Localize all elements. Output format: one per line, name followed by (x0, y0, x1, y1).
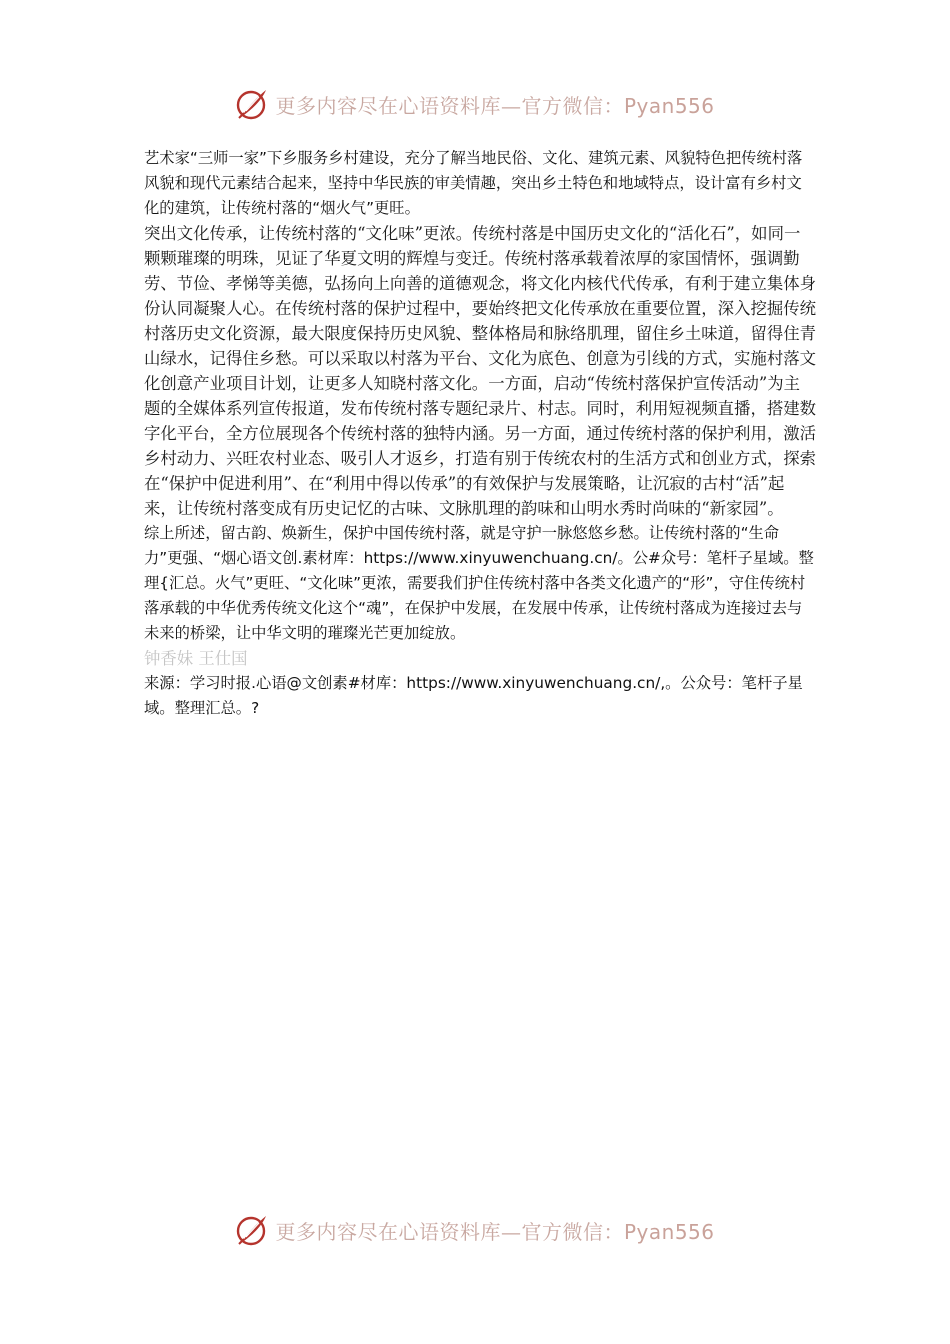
footer-banner-label: 更多内容尽在心语资料库—官方微信： (275, 1219, 624, 1244)
source-line: 来源：学习时报.心语@文创素#材库：https://www.xinyuwenchuang.cn/,。公众号：笔杆子星域。整理汇总。? (144, 674, 803, 717)
header-wechat-id: Pyan556 (623, 93, 715, 118)
paragraph-1: 艺术家“三师一家”下乡服务乡村建设，充分了解当地民俗、文化、建筑元素、风貌特色把传统村落风貌和现代元素结合起来，坚持中华民族的审美情趣，突出乡土特色和地域特点，设计富有乡村文化的建筑，让传统村落的“烟火气”更旺。 (144, 149, 803, 217)
header-banner-label: 更多内容尽在心语资料库—官方微信： (275, 93, 624, 118)
quill-pen-logo-icon (235, 1213, 269, 1247)
paragraph-3: 综上所述，留古韵、焕新生，保护中国传统村落，就是守护一脉悠悠乡愁。让传统村落的“生命力”更强、“烟心语文创.素材库：https://www.xinyuwenchuang.cn/。公#众号：笔杆子星域。整理{汇总。火气”更旺、“文化味”更浓，需要我们护住传统村落中各类文化遗产的“形”，守住传统村落承载的中华优秀传统文化这个“魂”，在保护中发展，在发展中传承，让传统村落成为连接过去与未来的桥梁，让中华文明的璀璨光芒更加绽放。 (144, 524, 814, 642)
header-banner-text (275, 90, 714, 119)
header-watermark-banner (0, 82, 950, 126)
footer-wechat-id: Pyan556 (623, 1219, 715, 1244)
paragraph-2: 突出文化传承，让传统村落的“文化味”更浓。传统村落是中国历史文化的“活化石”，如同一颗颗璀璨的明珠，见证了华夏文明的辉煌与变迁。传统村落承载着浓厚的家国情怀，强调勤劳、节俭、孝悌等美德，弘扬向上向善的道德观念，将文化内核代代传承，有利于建立集体身份认同凝聚人心。在传统村落的保护过程中，要始终把文化传承放在重要位置，深入挖掘传统村落历史文化资源，最大限度保持历史风貌、整体格局和脉络肌理，留住乡土味道，留得住青山绿水，记得住乡愁。可以采取以村落为平台、文化为底色、创意为引线的方式，实施村落文化创意产业项目计划，让更多人知晓村落文化。一方面，启动“传统村落保护宣传活动”为主题的全媒体系列宣传报道，发布传统村落专题纪录片、村志。同时，利用短视频直播，搭建数字化平台，全方位展现各个传统村落的独特内涵。另一方面，通过传统村落的保护利用，激活乡村动力、兴旺农村业态、吸引人才返乡，打造有别于传统农村的生活方式和创业方式，探索在“保护中促进利用”、在“利用中得以传承”的有效保护与发展策略，让沉寂的古村“活”起来，让传统村落变成有历史记忆的古味、文脉肌理的韵味和山明水秀时尚味的“新家园”。 (144, 224, 817, 518)
authors-line: 钟香妹 王仕国 (144, 649, 248, 668)
quill-pen-logo-icon (235, 87, 269, 121)
article-body (144, 146, 816, 721)
footer-watermark-banner (0, 1208, 950, 1252)
footer-banner-text (275, 1216, 714, 1245)
